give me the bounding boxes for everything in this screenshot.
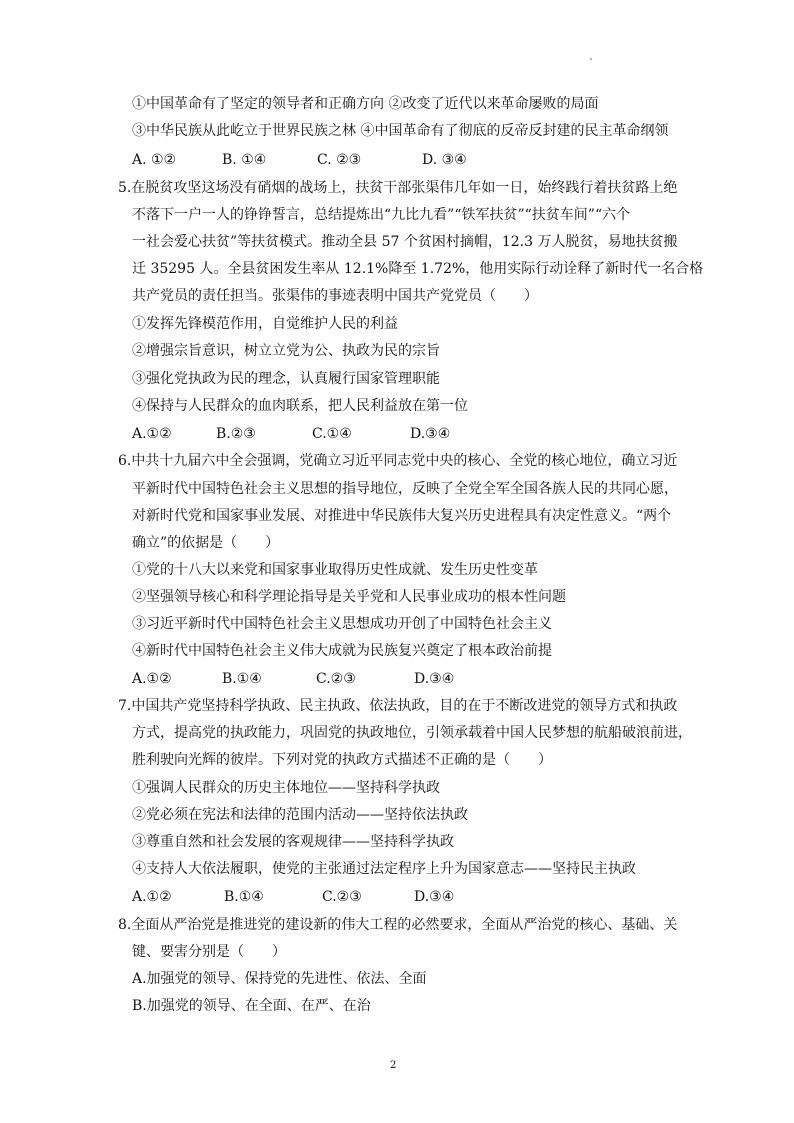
q6-stem-3: 对新时代党和国家事业发展、对推进中华民族伟大复兴历史进程具有决定性意义。“两个 [132, 508, 672, 524]
q5-option-b: B.②③ [216, 426, 256, 442]
q7-stem-2: 方式，提高党的执政能力，巩固党的执政地位，引领承载着中国人民梦想的航船破浪前进， [132, 725, 692, 741]
q7-option-a: A.①② [132, 889, 172, 905]
q5-stem-3: 一社会爱心扶贫”等扶贫模式。推动全县 57 个贫困村摘帽，12.3 万人脱贫，易地扶贫搬 [132, 234, 678, 250]
q8-choice-a: A.加强党的领导、保持党的先进性、依法、全面 [132, 971, 427, 987]
q6-option-a: A.①② [132, 671, 172, 687]
q6-item-3: ③习近平新时代中国特色社会主义思想成功开创了中国特色社会主义 [132, 616, 552, 632]
q5-option-a: A.①② [132, 426, 172, 442]
q4-option-c: C. ②③ [317, 152, 362, 168]
q7-stem-3: 胜利驶向光辉的彼岸。下列对党的执政方式描述不正确的是（ ） [132, 752, 552, 768]
q7-stem-1: 7.中国共产党坚持科学执政、民主执政、依法执政，目的在于不断改进党的领导方式和执政 [118, 698, 678, 714]
q6-stem-4: 确立”的依据是（ ） [132, 535, 280, 551]
q7-item-1: ①强调人民群众的历史主体地位——坚持科学执政 [132, 780, 440, 796]
q4-item-1: ①中国革命有了坚定的领导者和正确方向 ②改变了近代以来革命屡败的局面 [132, 96, 599, 112]
q5-stem-1: 5.在脱贫攻坚这场没有硝烟的战场上，扶贫干部张渠伟几年如一日，始终践行着扶贫路上绝 [118, 180, 678, 196]
q8-choice-b: B.加强党的领导、在全面、在严、在治 [132, 998, 371, 1014]
q6-option-b: B.①④ [222, 671, 262, 687]
q4-option-a: A. ①② [132, 152, 177, 168]
q5-item-4: ④保持与人民群众的血肉联系，把人民利益放在第一位 [132, 398, 468, 414]
q7-option-c: C.②③ [322, 889, 362, 905]
q6-option-c: C.②③ [316, 671, 356, 687]
q5-item-2: ②增强宗旨意识，树立立党为公、执政为民的宗旨 [132, 343, 440, 359]
q5-item-3: ③强化党执政为民的理念，认真履行国家管理职能 [132, 371, 440, 387]
q6-item-4: ④新时代中国特色社会主义伟大成就为民族复兴奠定了根本政治前提 [132, 643, 552, 659]
q6-item-2: ②坚强领导核心和科学理论指导是关乎党和人民事业成功的根本性问题 [132, 589, 566, 605]
page-number: 2 [390, 1060, 397, 1071]
q5-item-1: ①发挥先锋模范作用，自觉维护人民的利益 [132, 316, 398, 332]
q5-stem-2: 不落下一户一人的铮铮誓言，总结提炼出“九比九看”“铁军扶贫”“扶贫车间”“六个 [132, 207, 631, 223]
q7-item-2: ②党必须在宪法和法律的范围内活动——坚持依法执政 [132, 807, 468, 823]
scan-dot [590, 58, 592, 60]
q6-option-d: D.③④ [414, 671, 455, 687]
q7-item-3: ③尊重自然和社会发展的客观规律——坚持科学执政 [132, 834, 454, 850]
q7-item-4: ④支持人大依法履职，使党的主张通过法定程序上升为国家意志——坚持民主执政 [132, 861, 636, 877]
q5-option-c: C.①④ [312, 426, 352, 442]
q6-stem-2: 平新时代中国特色社会主义思想的指导地位，反映了全党全军全国各族人民的共同心愿， [132, 481, 678, 497]
q8-stem-1: 8.全面从严治党是推进党的建设新的伟大工程的必然要求，全面从严治党的核心、基础、关 [118, 917, 678, 933]
q6-stem-1: 6.中共十九届六中全会强调，党确立习近平同志党中央的核心、全党的核心地位，确立习近 [118, 453, 678, 469]
q4-item-2: ③中华民族从此屹立于世界民族之林 ④中国革命有了彻底的反帝反封建的民主革命纲领 [132, 123, 669, 139]
q7-option-b: B.①④ [224, 889, 264, 905]
q4-option-b: B. ①④ [222, 152, 267, 168]
q7-option-d: D.③④ [414, 889, 455, 905]
q8-stem-2: 键、要害分别是（ ） [132, 944, 286, 960]
q5-stem-5: 共产党员的责任担当。张渠伟的事迹表明中国共产党党员（ ） [132, 288, 538, 304]
q5-option-d: D.③④ [410, 426, 451, 442]
q6-item-1: ①党的十八大以来党和国家事业取得历史性成就、发生历史性变革 [132, 562, 538, 578]
q4-option-d: D. ③④ [422, 152, 467, 168]
q5-stem-4: 迁 35295 人。全县贫困发生率从 12.1%降至 1.72%，他用实际行动诠释了新时代一名合格 [132, 261, 704, 277]
